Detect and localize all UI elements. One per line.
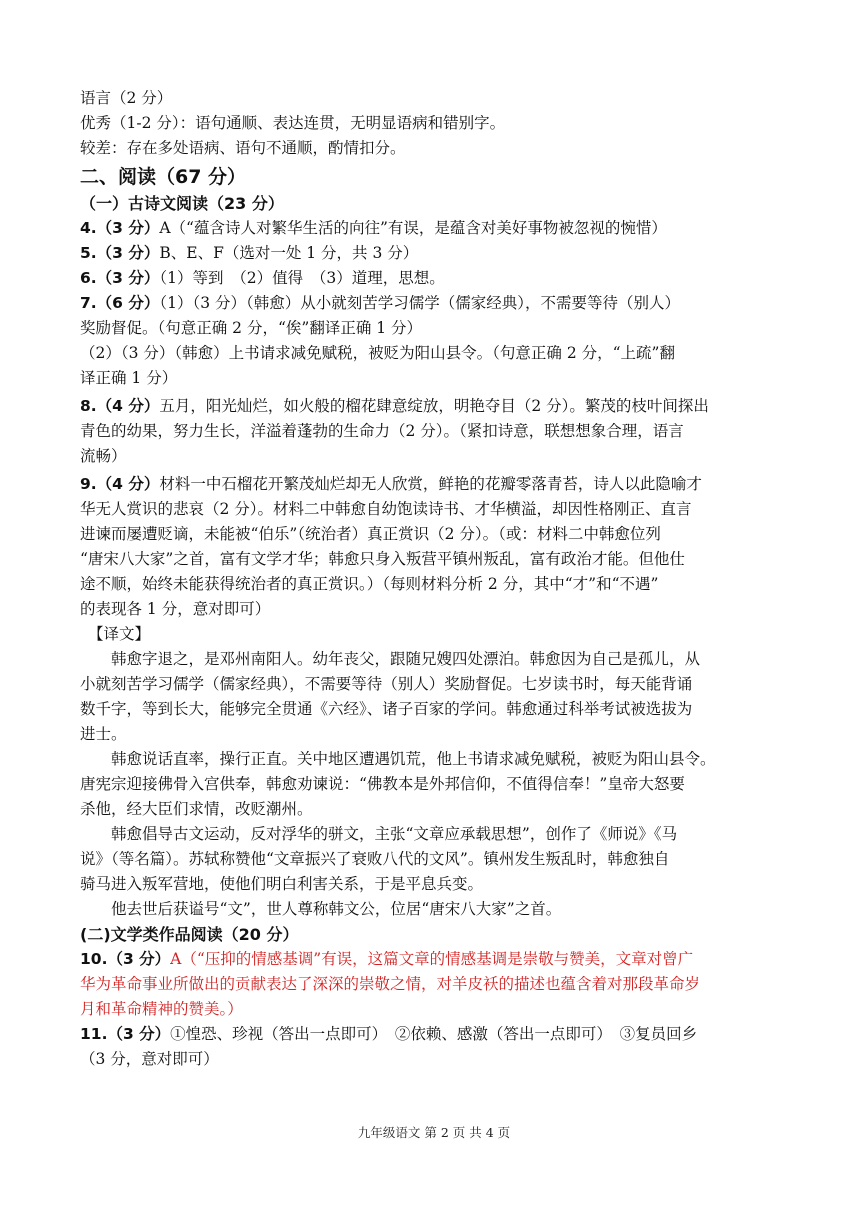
translation-p4: 他去世后获谥号“文”，世人尊称韩文公，位居“唐宋八大家”之首。 bbox=[111, 900, 562, 918]
section-reading-heading: 二、阅读（67 分） bbox=[80, 166, 247, 188]
scoring-excellent: 优秀（1-2 分）：语句通顺、表达连贯，无明显语病和错别字。 bbox=[80, 114, 506, 132]
question-4 bbox=[80, 216, 792, 241]
q9-line-5: 途不顺，始终未能获得统治者的真正赏识。）（每则材料分析 2 分，其中“才”和“不遇” bbox=[80, 575, 659, 593]
q4-number: 4.（3 分） bbox=[80, 219, 160, 237]
q10-number: 10.（3 分） bbox=[80, 950, 171, 968]
page-content bbox=[80, 86, 792, 1072]
q8-line-1: 五月，阳光灿烂，如火般的榴花肆意绽放，明艳夺目（2 分）。繁茂的枝叶间探出 bbox=[159, 397, 709, 415]
translation-p2-line-2: 唐宪宗迎接佛骨入宫供奉，韩愈劝谏说：“佛教本是外邦信仰，不值得信奉！”皇帝大怒要 bbox=[80, 775, 685, 793]
q8-line-3: 流畅） bbox=[80, 447, 127, 465]
q4-answer: A（“蕴含诗人对繁华生活的向往”有误，是蕴含对美好事物被忽视的惋惜） bbox=[159, 219, 667, 237]
q8-line-2: 青色的幼果，努力生长，洋溢着蓬勃的生命力（2 分）。（紧扣诗意，联想想象合理，语言 bbox=[80, 422, 684, 440]
subsection-literary-heading: (二)文学类作品阅读（20 分） bbox=[80, 925, 299, 944]
translation-p1-line-4: 进士。 bbox=[80, 725, 127, 743]
q6-number: 6.（3 分） bbox=[80, 269, 160, 287]
question-8 bbox=[80, 394, 792, 419]
q10-line-2: 华为革命事业所做出的贡献表达了深深的崇敬之情，对羊皮袄的描述也蕴含着对那段革命岁 bbox=[80, 975, 701, 993]
q10-line-1: A（“压抑的情感基调”有误，这篇文章的情感基调是崇敬与赞美，文章对曾广 bbox=[170, 950, 694, 968]
q6-answer: （1）等到 （2）值得 （3）道理，思想。 bbox=[159, 269, 445, 287]
q9-line-3: 进谏而屡遭贬谪，未能被“伯乐”（统治者）真正赏识（2 分）。（或：材料二中韩愈位列 bbox=[80, 525, 661, 543]
question-10 bbox=[80, 947, 792, 972]
translation-p3-line-1: 韩愈倡导古文运动，反对浮华的骈文，主张“文章应承载思想”，创作了《师说》《马 bbox=[111, 825, 678, 843]
question-6 bbox=[80, 266, 792, 291]
q9-line-2: 华无人赏识的悲哀（2 分）。材料二中韩愈自幼饱读诗书、才华横溢，却因性格刚正、直言 bbox=[80, 500, 692, 518]
translation-p1-line-1: 韩愈字退之，是邓州南阳人。幼年丧父，跟随兄嫂四处漂泊。韩愈因为自己是孤儿，从 bbox=[111, 650, 701, 668]
q11-number: 11.（3 分） bbox=[80, 1025, 171, 1043]
q7-answer-2: （2）（3 分）（韩愈）上书请求减免赋税，被贬为阳山县令。（句意正确 2 分，“上疏”翻 bbox=[80, 344, 675, 362]
translation-heading: 【译文】 bbox=[88, 625, 151, 643]
q9-line-1: 材料一中石榴花开繁茂灿烂却无人欣赏，鲜艳的花瓣零落青苔，诗人以此隐喻才 bbox=[159, 475, 702, 493]
translation-p2-line-1: 韩愈说话直率，操行正直。关中地区遭遇饥荒，他上书请求减免赋税，被贬为阳山县令。 bbox=[111, 750, 716, 768]
q9-line-6: 的表现各 1 分，意对即可） bbox=[80, 600, 271, 618]
q9-line-4: “唐宋八大家”之首，富有文学才华；韩愈只身入叛营平镇州叛乱，富有政治才能。但他仕 bbox=[80, 550, 685, 568]
scoring-poor: 较差：存在多处语病、语句不通顺，酌情扣分。 bbox=[80, 139, 406, 157]
translation-p3-line-3: 骑马进入叛军营地，使他们明白利害关系，于是平息兵变。 bbox=[80, 875, 484, 893]
q11-line-1: ①惶恐、珍视（答出一点即可） ②依赖、感激（答出一点即可） ③复员回乡 bbox=[170, 1025, 698, 1043]
q9-number: 9.（4 分） bbox=[80, 475, 160, 493]
q5-number: 5.（3 分） bbox=[80, 244, 160, 262]
question-9 bbox=[80, 472, 792, 497]
q8-number: 8.（4 分） bbox=[80, 397, 160, 415]
translation-p1-line-2: 小就刻苦学习儒学（儒家经典），不需要等待（别人）奖励督促。七岁读书时，每天能背诵 bbox=[80, 675, 693, 693]
translation-p1-line-3: 数千字，等到长大，能够完全贯通《六经》、诸子百家的学问。韩愈通过科举考试被选拔为 bbox=[80, 700, 693, 718]
question-11 bbox=[80, 1022, 792, 1047]
translation-p2-line-3: 杀他，经大臣们求情，改贬潮州。 bbox=[80, 800, 313, 818]
translation-p3-line-2: 说》（等名篇）。苏轼称赞他“文章振兴了衰败八代的文风”。镇州发生叛乱时，韩愈独自 bbox=[80, 850, 670, 868]
question-5 bbox=[80, 241, 792, 266]
q7-answer-1: （1）（3 分）（韩愈）从小就刻苦学习儒学（儒家经典），不需要等待（别人） bbox=[159, 294, 681, 312]
subsection-classical-heading: （一）古诗文阅读（23 分） bbox=[80, 194, 284, 213]
q11-line-2: （3 分，意对即可） bbox=[80, 1050, 219, 1068]
q7-answer-1-cont: 奖励督促。（句意正确 2 分，“俟”翻译正确 1 分） bbox=[80, 319, 423, 337]
q7-answer-2-cont: 译正确 1 分） bbox=[80, 369, 178, 387]
question-7 bbox=[80, 291, 792, 316]
q7-number: 7.（6 分） bbox=[80, 294, 160, 312]
q5-answer: B、E、F（选对一处 1 分，共 3 分） bbox=[159, 244, 419, 262]
page-footer: 九年级语文 第 2 页 共 4 页 bbox=[357, 1125, 511, 1140]
q10-line-3: 月和革命精神的赞美。） bbox=[80, 1000, 243, 1018]
scoring-language: 语言（2 分） bbox=[80, 89, 173, 107]
